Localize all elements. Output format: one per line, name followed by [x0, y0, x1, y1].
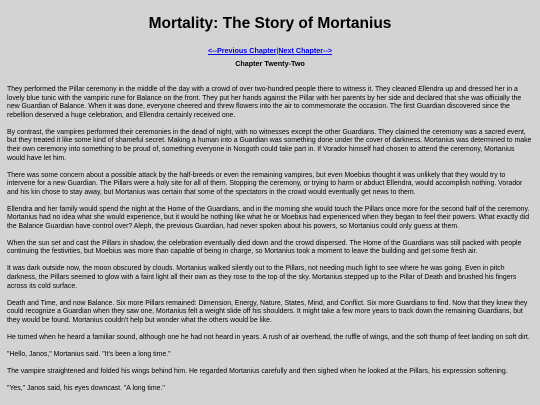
story-paragraph: They performed the Pillar ceremony in the middle of the day with a crowd of over two-hundred people there to witness it. They cleaned Ellendra up and dressed her in a lovely blue tunic with the vampiric rune for Balance on the front. They put her hands against the Pillar with her parents by her side and declared that she was officially the new Guardian of Balance. When it was done, everyone cheered and threw flowers into the air to commemorate the occasion. The first Guardian discovered since the rebellion deserved a huge celebration, and Ellendra certainly received one.	[7, 86, 522, 119]
story-paragraph: When the sun set and cast the Pillars in shadow, the celebration eventually died down and the crowd dispersed. The Home of the Guardians was still packed with people continuing the festivities, but Moebius was more than capable of being in charge, so Mortanius took a moment to leave the building and get some fresh air.	[7, 239, 522, 256]
story-paragraph: He turned when he heard a familiar sound, although one he had not heard in years. A rush of air overhead, the ruffle of wings, and the soft thump of feet landing on soft dirt.	[7, 333, 530, 341]
previous-chapter-link[interactable]: <--Previous Chapter	[207, 46, 277, 55]
next-chapter-link[interactable]: Next Chapter-->	[278, 46, 333, 55]
story-paragraph: The vampire straightened and folded his wings behind him. He regarded Mortanius carefully and then sighed when he looked at the Pillars, his expression softening.	[7, 367, 508, 375]
story-title: Mortality: The Story of Mortanius	[148, 15, 392, 32]
story-paragraph: "Yes," Janos said, his eyes downcast. "A long time."	[7, 384, 165, 392]
chapter-navigation	[7, 46, 533, 55]
chapter-heading: Chapter Twenty-Two	[235, 59, 305, 68]
story-paragraph: There was some concern about a possible attack by the half-breeds or even the remaining vampires, but even Moebius thought it was unlikely that they would try to intervene for a new Guardian. The Pillars were a holy site for all of them. Stopping the ceremony, or trying to harm or abduct Ellendra, would accomplish nothing. Vorador and his kin chose to stay away, but Mortanius was certain that some of the spectators in the crowd would eventually get news to them.	[7, 171, 523, 196]
story-paragraph: By contrast, the vampires performed their ceremonies in the dead of night, with no witnesses except the other Guardians. They claimed the ceremony was a sacred event, but they treated it like some kind of shameful secret. Making a human into a Guardian was something done under the cover of darkness. Mortanius was determined to make their own ceremony into something to be proud of, something everyone in Nosgoth could take part in. If Vorador himself had chosen to attend the ceremony, Mortanius would have let him.	[7, 128, 532, 162]
story-paragraph: Death and Time, and now Balance. Six more Pillars remained: Dimension, Energy, Nature, States, Mind, and Conflict. Six more Guardians to find. Now that they knew they could recognize a Guardian when they saw one, Mortanius felt a weight slide off his shoulders. It might take a few more years to track down the remaining Guardians, but they would be found. Mortanius couldn't help but wonder what the others would be like.	[7, 299, 528, 324]
nav-separator: |	[276, 46, 279, 55]
story-paragraph: It was dark outside now, the moon obscured by clouds. Mortanius walked silently out to the Pillars, not needing much light to see where he was going. Even in pitch darkness, the Pillars seemed to glow with a faint light all their own as they rose to the top of the sky. Mortanius stepped up to the Pillar of Death and brushed his fingers across its cold surface.	[7, 265, 517, 290]
story-paragraph: Ellendra and her family would spend the night at the Home of the Guardians, and in the morning she would touch the Pillars once more for the second half of the ceremony. Mortanius had no idea what she would experience, but it would be nothing like what he or Moebius had experienced when they began to feel their powers. What exactly did the Balance Guardian have control over? Aleph, the previous Guardian, had never spoken about his powers, so Mortanius could only guess at them.	[7, 205, 530, 230]
story-paragraph: "Hello, Janos," Mortanius said. "It's been a long time."	[7, 350, 171, 358]
